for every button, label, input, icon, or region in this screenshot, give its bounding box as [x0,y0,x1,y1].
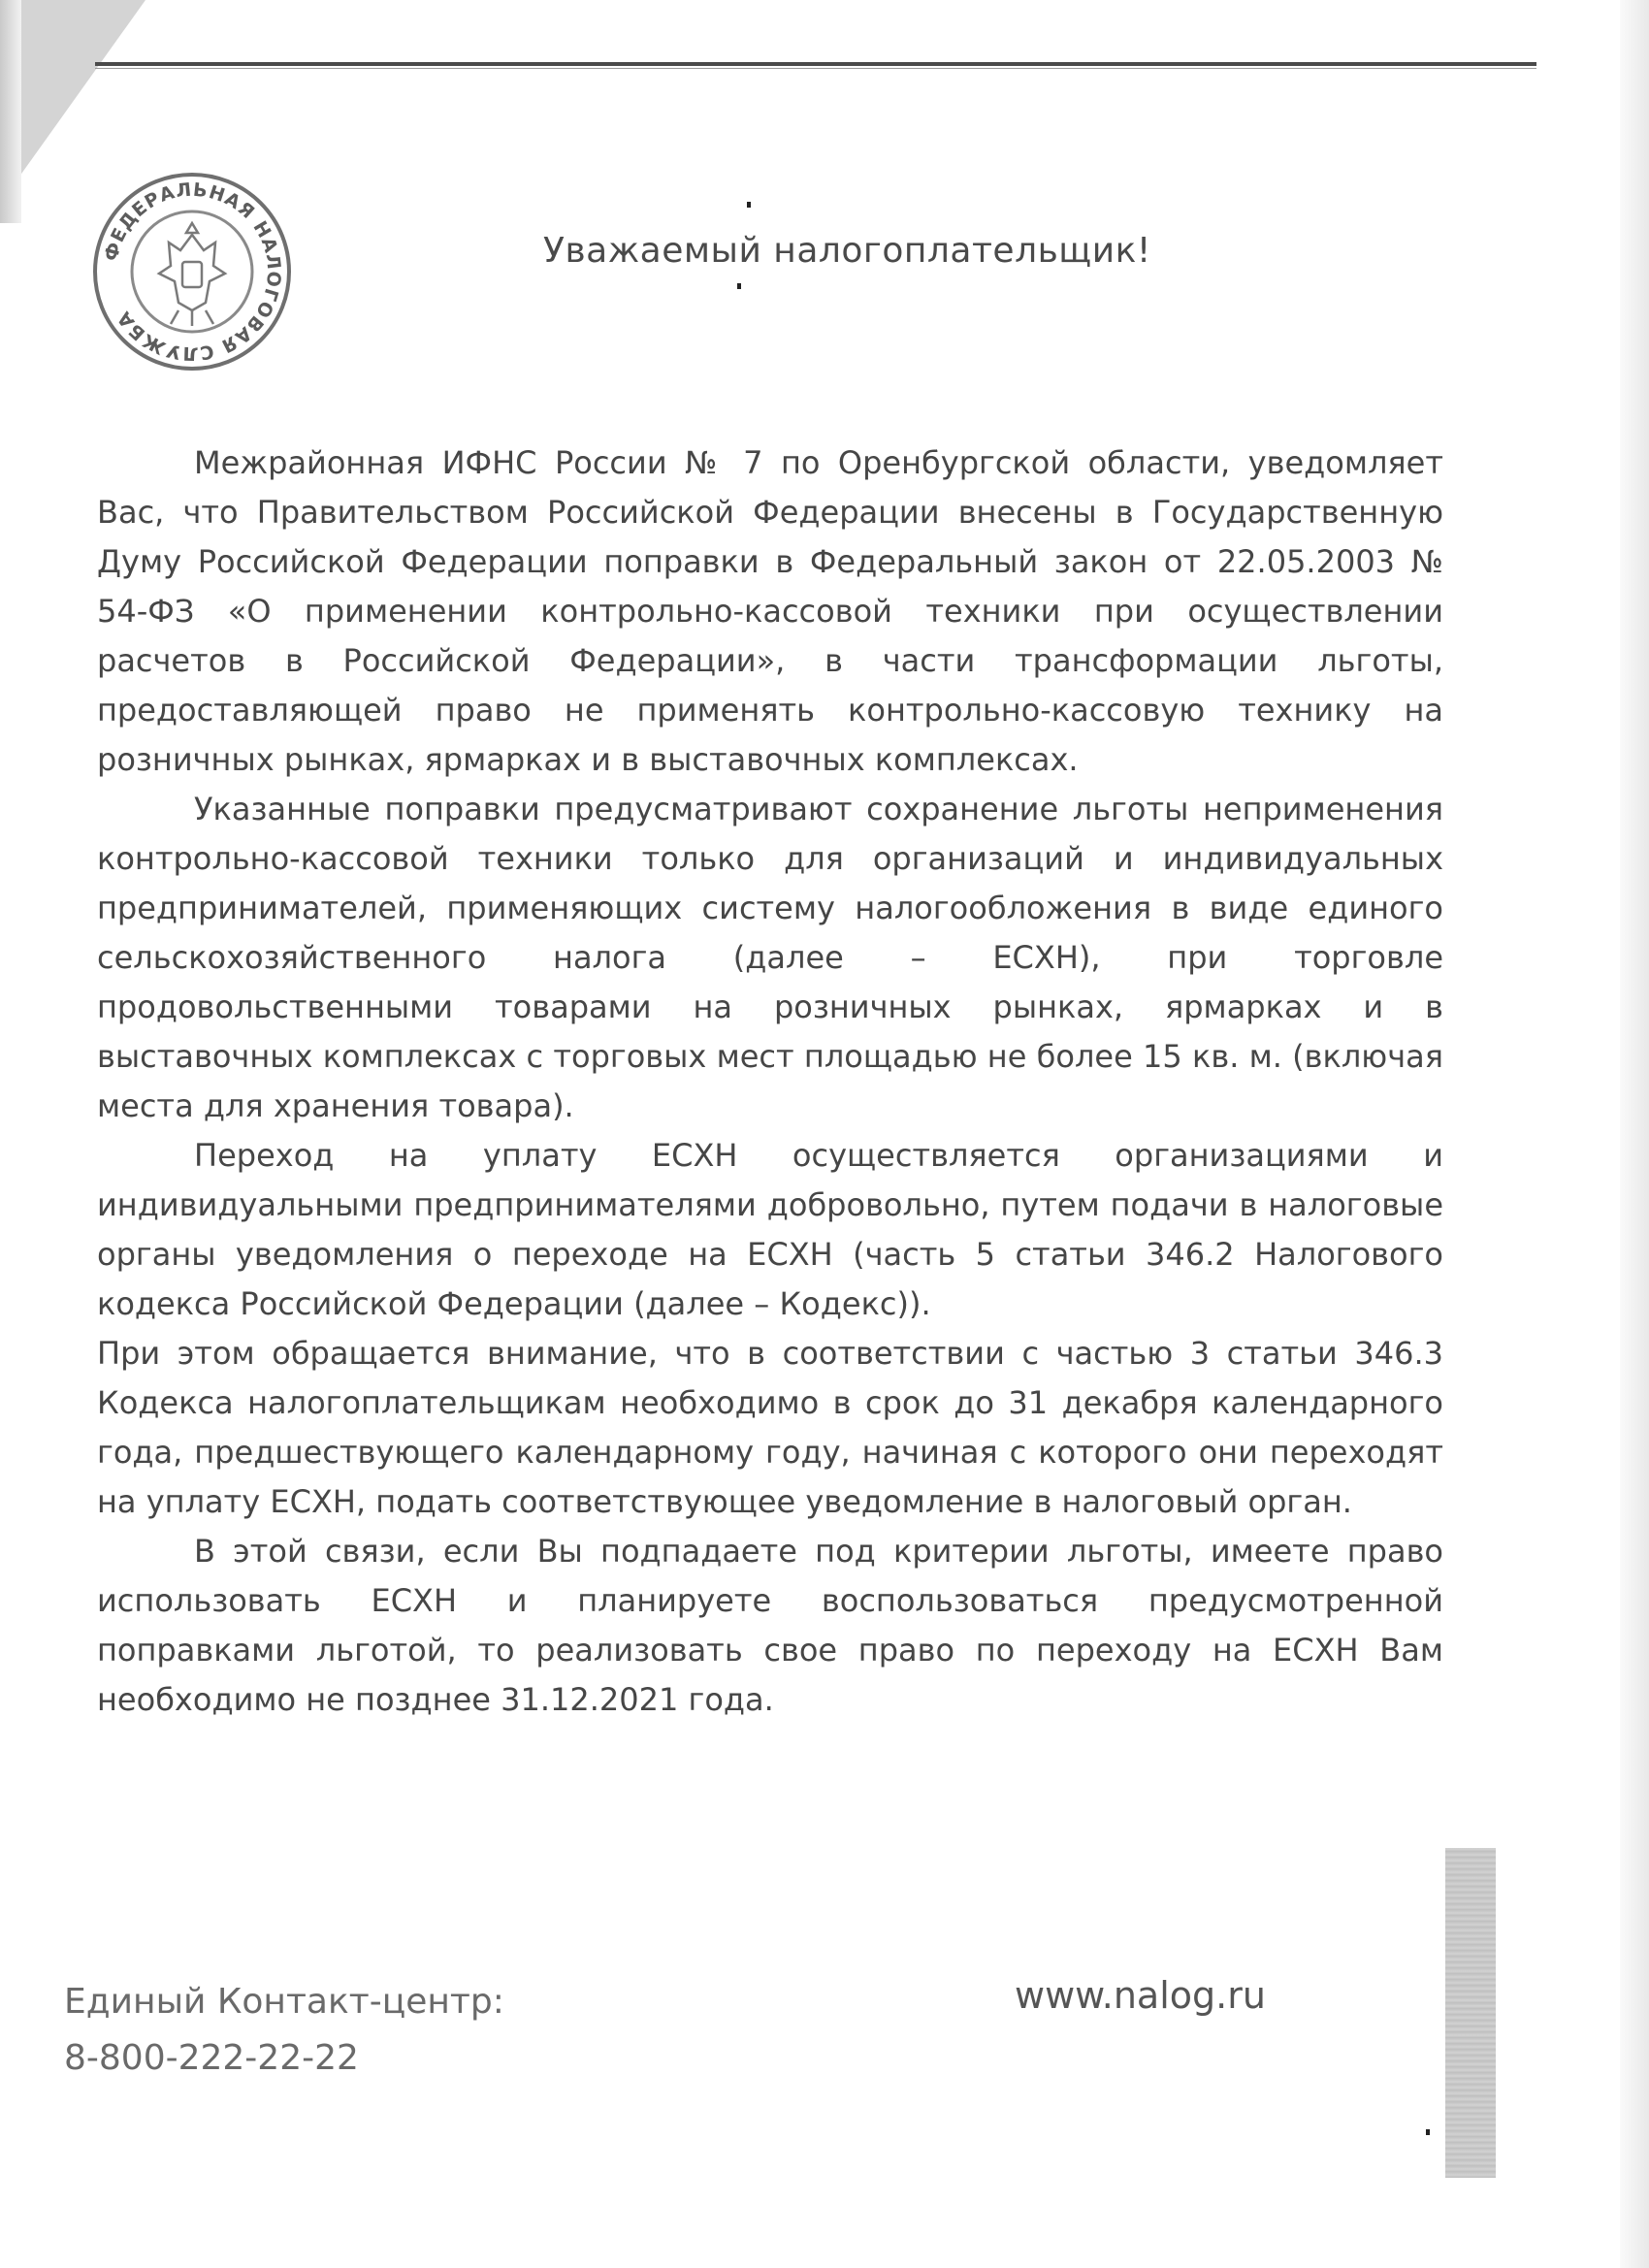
contact-center-label: Единый Контакт-центр: [64,1982,504,2022]
scan-speck [1426,2129,1430,2135]
emblem-ring-text: ФЕДЕРАЛЬНАЯ НАЛОГОВАЯ СЛУЖБА [100,178,285,365]
folded-corner-shadow [0,0,21,223]
letter-body [97,438,1443,1725]
scan-speck [747,202,751,208]
paragraph-2: Указанные поправки предусматривают сохранение льготы неприменения контрольно-кассовой техники только для организаций и индивидуальных предпринимателей, применяющих систему налогообложения в виде единого сельскохозяйственного налога (далее – ЕСХН), при торговле продовольственными товарами на розничных рынках, ярмарках и в выставочных комплексах с торговых мест площадью не более 15 кв. м. (включая места для хранения товара). [97,791,1443,1124]
contact-phone: 8-800-222-22-22 [64,2038,359,2078]
contact-center-block [64,1974,504,2087]
fns-emblem-icon [85,165,299,378]
paragraph-3: Переход на уплату ЕСХН осуществляется организациями и индивидуальными предпринимателями добровольно, путем подачи в налоговые органы уведомления о переходе на ЕСХН (часть 5 статьи 346.2 Налогового кодекса Российской Федерации (далее – Кодекс)). [97,1137,1443,1322]
svg-text:ФЕДЕРАЛЬНАЯ НАЛОГОВАЯ СЛУЖБА [101,179,285,365]
paragraph-5: В этой связи, если Вы подпадаете под критерии льготы, имеете право использовать ЕСХН и планируете воспользоваться предусмотренной поправками льготой, то реализовать свое право по переходу на ЕСХН Вам необходимо не позднее 31.12.2021 года. [97,1533,1443,1718]
header-rule-thin [95,68,1536,69]
letter-title: Уважаемый налогоплательщик! [543,231,1151,271]
scan-artifact-bar [1445,1848,1496,2178]
website-link[interactable]: www.nalog.ru [1015,1974,1266,2017]
scan-speck [737,283,741,289]
paragraph-4: При этом обращается внимание, что в соответствии с частью 3 статьи 346.3 Кодекса налогоплательщикам необходимо в срок до 31 декабря календарного года, предшествующего календарному году, начиная с которого они переходят на уплату ЕСХН, подать соответствующее уведомление в налоговый орган. [97,1335,1443,1520]
header-rule [95,62,1536,66]
page-edge-shadow [1620,0,1649,2268]
paragraph-1: Межрайонная ИФНС России № 7 по Оренбургской области, уведомляет Вас, что Правительством Российской Федерации внесены в Государственную Думу Российской Федерации поправки в Федеральный закон от 22.05.2003 № 54-ФЗ «О применении контрольно-кассовой техники при осуществлении расчетов в Российской Федерации», в части трансформации льготы, предоставляющей право не применять контрольно-кассовую технику на розничных рынках, ярмарках и в выставочных комплексах. [97,444,1443,778]
